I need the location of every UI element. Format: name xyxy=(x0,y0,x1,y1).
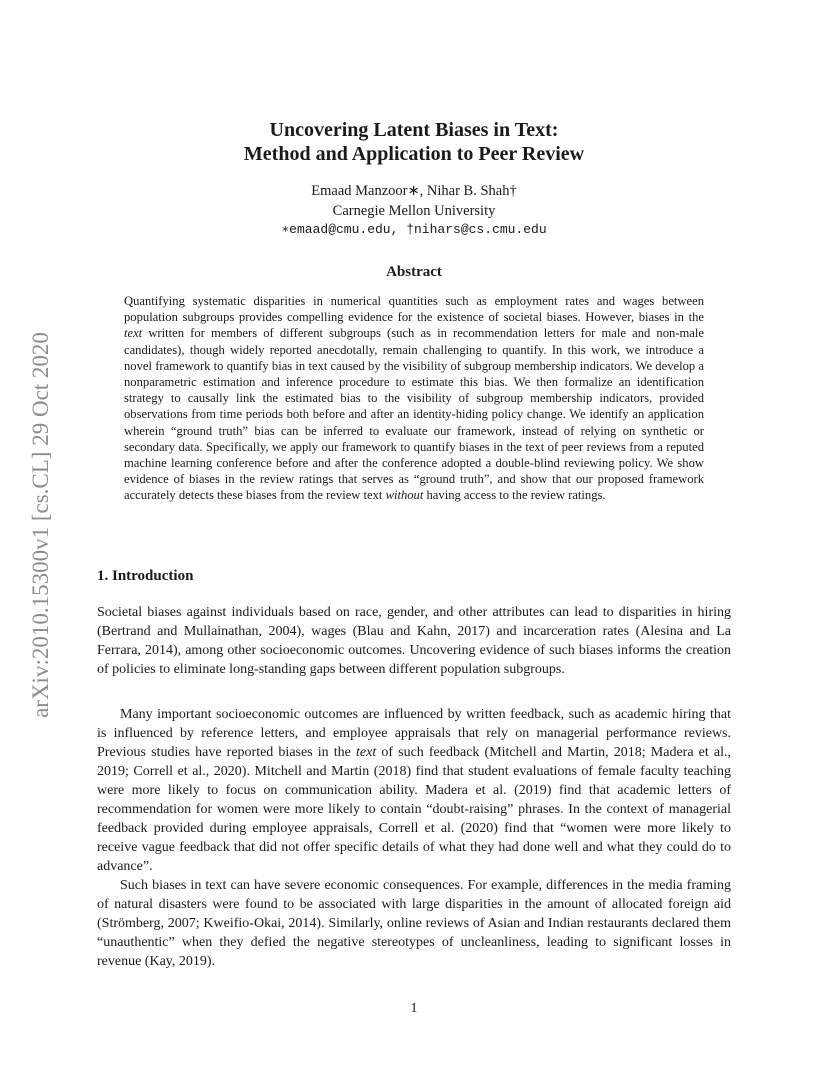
abstract-text-3: having access to the review ratings. xyxy=(423,488,606,503)
abstract-body xyxy=(124,293,704,504)
abstract-text-1: Quantifying systematic disparities in numerical quantities such as employment rates and wages between population subgroups provides compelling evidence for the existence of societal biases. However, biases in the xyxy=(124,294,704,325)
author-emails[interactable]: ∗emaad@cmu.edu, †nihars@cs.cmu.edu xyxy=(281,222,547,237)
paper-title-line-1: Uncovering Latent Biases in Text: xyxy=(269,119,559,141)
intro-paragraph-3: Such biases in text can have severe economic consequences. For example, differences in the media framing of natural disasters were found to be associated with large disparities in the amount of allocated foreign aid (Strömberg, 2007; Kweifio-Okai, 2014). Similarly, online reviews of Asian and Indian restaurants declared them “unauthentic” when they defied the negative stereotypes of uncleanliness, leading to significant losses in revenue (Kay, 2019). xyxy=(97,878,731,969)
abstract-emphasis-text: text xyxy=(124,326,143,341)
intro-p2-text-2: of such feedback (Mitchell and Martin, 2018; Madera et al., 2019; Correll et al., 2020). Mitchell and Martin (2018) find that student evaluations of female faculty teaching were more likely to focus on communication ability. Madera et al. (2019) find that academic letters of recommendation for women were more likely to contain “doubt-raising” phrases. In the context of managerial feedback provided during employee appraisals, Correll et al. (2020) find that “women were more likely to receive vague feedback that did not offer specific details of what they had done well and what they could do to advance”. xyxy=(97,745,731,874)
abstract-text-2: written for members of different subgroups (such as in recommendation letters for male and non-male candidates), though widely reported anecdotally, remain challenging to quantify. In this work, we introduce a novel framework to quantify bias in text caused by the visibility of subgroup membership indicators. We develop a nonparametric estimation and inference procedure to estimate this bias. We then formalize an identification strategy to causally link the estimated bias to the visibility of subgroup membership indicators, provided observations from time periods both before and after an identity-hiding policy change. We identify an application wherein “ground truth” bias can be inferred to evaluate our framework, instead of relying on synthetic or secondary data. Specifically, we apply our framework to quantify biases in the text of peer reviews from a reputed machine learning conference before and after the conference adopted a double-blind reviewing policy. We show evidence of biases in the review ratings that serves as “ground truth”, and show that our proposed framework accurately detects these biases from the review text xyxy=(124,326,704,503)
abstract-heading: Abstract xyxy=(386,264,442,280)
intro-p2-emphasis: text xyxy=(356,745,377,760)
abstract-emphasis-without: without xyxy=(385,488,424,503)
author-affiliation: Carnegie Mellon University xyxy=(332,203,496,219)
intro-paragraph-1: Societal biases against individuals based on race, gender, and other attributes can lead to disparities in hiring (Bertrand and Mullainathan, 2004), wages (Blau and Kahn, 2017) and incarceration rates (Alesina and La Ferrara, 2014), among other socioeconomic outcomes. Uncovering evidence of such biases informs the creation of policies to eliminate long-standing gaps between different population subgroups. xyxy=(97,605,731,677)
arxiv-identifier-stamp[interactable]: arXiv:2010.15300v1 [cs.CL] 29 Oct 2020 xyxy=(28,332,53,718)
intro-paragraph-2 xyxy=(97,705,731,876)
intro-p2-text-1: Many important socioeconomic outcomes are influenced by written feedback, such as academic hiring that is influenced by reference letters, and employee appraisals that rely on managerial performance reviews. Previous studies have reported biases in the xyxy=(97,707,731,760)
page-number: 1 xyxy=(410,1001,418,1016)
author-names: Emaad Manzoor∗, Nihar B. Shah† xyxy=(311,183,517,199)
section-heading-introduction: 1. Introduction xyxy=(97,568,194,584)
paper-title-line-2: Method and Application to Peer Review xyxy=(243,143,585,165)
